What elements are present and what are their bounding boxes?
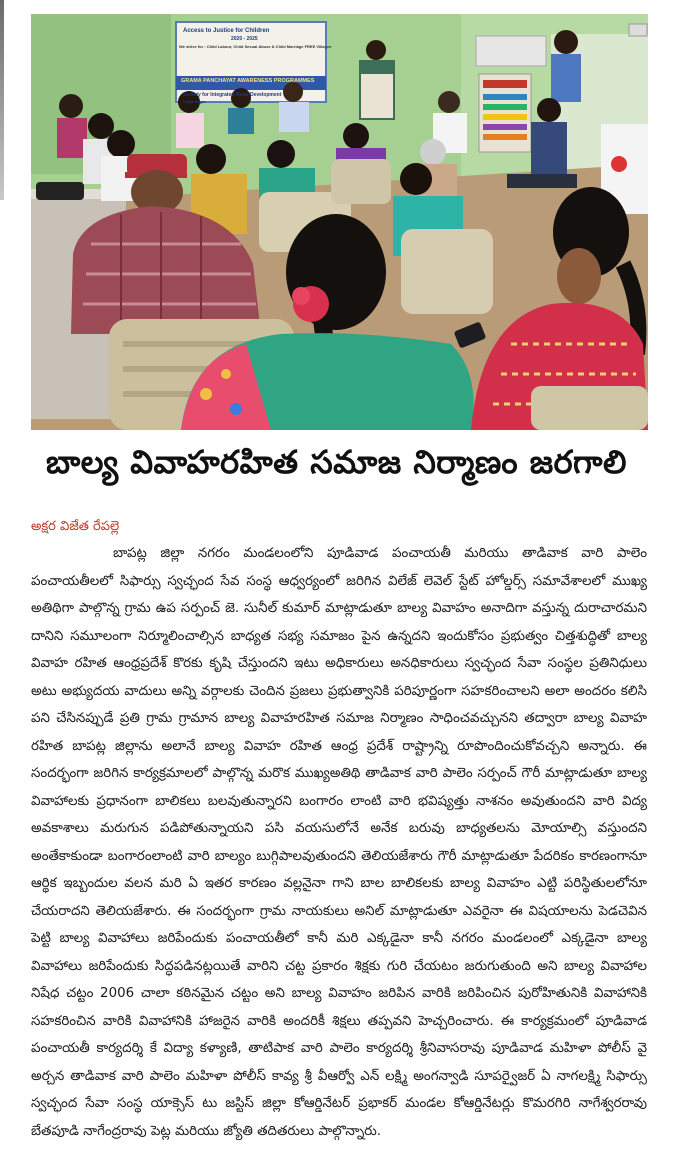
news-photo (31, 14, 648, 430)
headline: బాల్య వివాహరహిత సమాజ నిర్మాణం జరగాలి (45, 443, 627, 481)
banner-line-4: GRAMA PANCHAYAT AWARENESS PROGRAMMES (181, 78, 315, 84)
banner-line-6: Vidya Nagar (183, 99, 207, 104)
article-body: బాపట్ల జిల్లా నగరం మండలంలోని పూడివాడ పంచాయతీ మరియు తాడివాక వారి పాలెం పంచాయతీలలో సిఫార్సు స్వచ్ఛంద సేవ సంస్థ ఆధ్వర్యంలో జరిగిన విలేజ్ లెవెల్ స్టేట్ హోల్డర్స్ సమావేశాలలో ముఖ్య అతిథిగా పాల్గొన్న గ్రామ ఉప సర్పంచ్ జె. సునీల్ కుమార్ మాట్లాడుతూ బాల్య వివాహం అనాదిగా వస్తున్న దురాచారమని దానిని సమూలంగా నిర్మూలించాల్సిన బాధ్యత సభ్య సమాజం పైన ఉన్నదని ఇందుకోసం ప్రభుత్వం చిత్తశుద్ధితో బాల్య వివాహ రహిత ఆంధ్రప్రదేశ్ కొరకు కృషి చేస్తుందని ఇటు అధికారులు అనధికారులు స్వచ్ఛంద సేవా సంస్థల ప్రతినిధులు అటు అభ్యుదయ వాదులు అన్ని వర్గాలకు చెందిన ప్రజలు ప్రభుత్వానికి పరిపూర్ణంగా సహకరించాలని అలా అందరం కలిసి పని చేసినప్పుడే ప్రతి గ్రామ గ్రామాన బాల్య వివాహరహిత సమాజ నిర్మాణం సాధించవచ్చునని తద్వారా బాల్య వివాహ రహిత బాపట్ల జిల్లాను అలానే బాల్య వివాహ రహిత ఆంధ్ర ప్రదేశ్ రాష్ట్రాన్ని రూపొందించుకోవచ్చని అన్నారు. ఈ సందర్భంగా జరిగిన కార్యక్రమాలలో పాల్గొన్న మరొక ముఖ్యఅతిథి తాడివాక వారి పాలెం సర్పంచ్ గౌరీ మాట్లాడుతూ బాల్య వివాహాలకు ప్రధానంగా బాలికలు బలవుతున్నారని బంగారం లాంటి వారి భవిష్యత్తు నాశనం అవుతుందని వారి విద్య అవకాశాలు మరుగున పడిపోతున్నాయని పసి వయసులోనే అనేక బరువు బాధ్యతలను మోయాల్సి వస్తుందని అంతేకాకుండా బంగారంలాంటి వారి బాల్యం బుగ్గిపాలవుతుందని తెలియజేశారు గౌరీ మాట్లాడుతూ పేదరికం కారణంగానూ ఆర్థిక ఇబ్బందుల వలన మరి ఏ ఇతర కారణం వల్లనైనా గాని బాల బాలికలకు బాల్య వివాహం ఎట్టి పరిస్థితులలోనూ చేయరాదని తెలియజేశారు. ఈ సందర్భంగా గ్రామ నాయకులు అనిల్ మాట్లాడుతూ ఎవరైనా ఈ విషయాలను పెడచెవిన పెట్టి బాల్య వివాహాలు జరిపేందుకు పంచాయతీలో కానీ మరి ఎక్కడైనా కానీ నగరం మండలంలో ఎక్కడైనా బాల్య వివాహాలు జరిపేందుకు సిద్ధపడినట్లయితే వారిని చట్ట ప్రకారం శిక్షకు గురి చేయటం జరుగుతుంది అని బాల్య వివాహాల నిషేధ చట్టం 2006 చాలా కఠినమైన చట్టం అని బాల్య వివాహం జరిపిన వారికి జరిపించిన పురోహితునికి వివాహానికి సహకరించిన వారికి వివాహానికి హాజరైన వారికి అందరికీ శిక్షలు తప్పవని హెచ్చరించారు. ఈ కార్యక్రమంలో పూడివాడ పంచాయతీ కార్యదర్శి కే విద్యా కళ్యాణి, తాటిపాక వారి పాలెం కార్యదర్శి శ్రీనివాసరావు పూడివాడ మహిళా పోలీస్ వై అర్చన తాడివాక వారి పాలెం మహిళా పోలీస్ కావ్య శ్రీ వీఆర్వో ఎన్ లక్ష్మి అంగన్వాడి సూపర్వైజర్ ఏ నాగలక్ష్మి సిఫార్సు స్వచ్ఛంద సేవా సంస్థ యాక్సెస్ టు జస్టిస్ జిల్లా కోఆర్డినేటర్ ప్రభాకర్ మండల కోఆర్డినేటర్లు కొమరగిరి నాగేశ్వరరావు బేతపూడి నాగేంద్రరావు పెట్ల మరియు జ్యోతి తదితరులు పాల్గొన్నారు. (31, 546, 647, 1139)
meeting-photo-illustration (31, 14, 648, 430)
banner-line-5: Society for Integrated Rural Development (183, 92, 282, 98)
banner-line-1: Access to Justice for Children (183, 28, 270, 34)
byline: అక్షర విజేత రేపల్లె (31, 519, 120, 534)
page-edge-strip (0, 0, 4, 200)
banner-line-2: 2020 - 2025 (231, 36, 258, 42)
banner-line-3: We strive for : Child Labour, Child Sexual Abuse & Child Marriage FREE Villages (179, 44, 332, 49)
